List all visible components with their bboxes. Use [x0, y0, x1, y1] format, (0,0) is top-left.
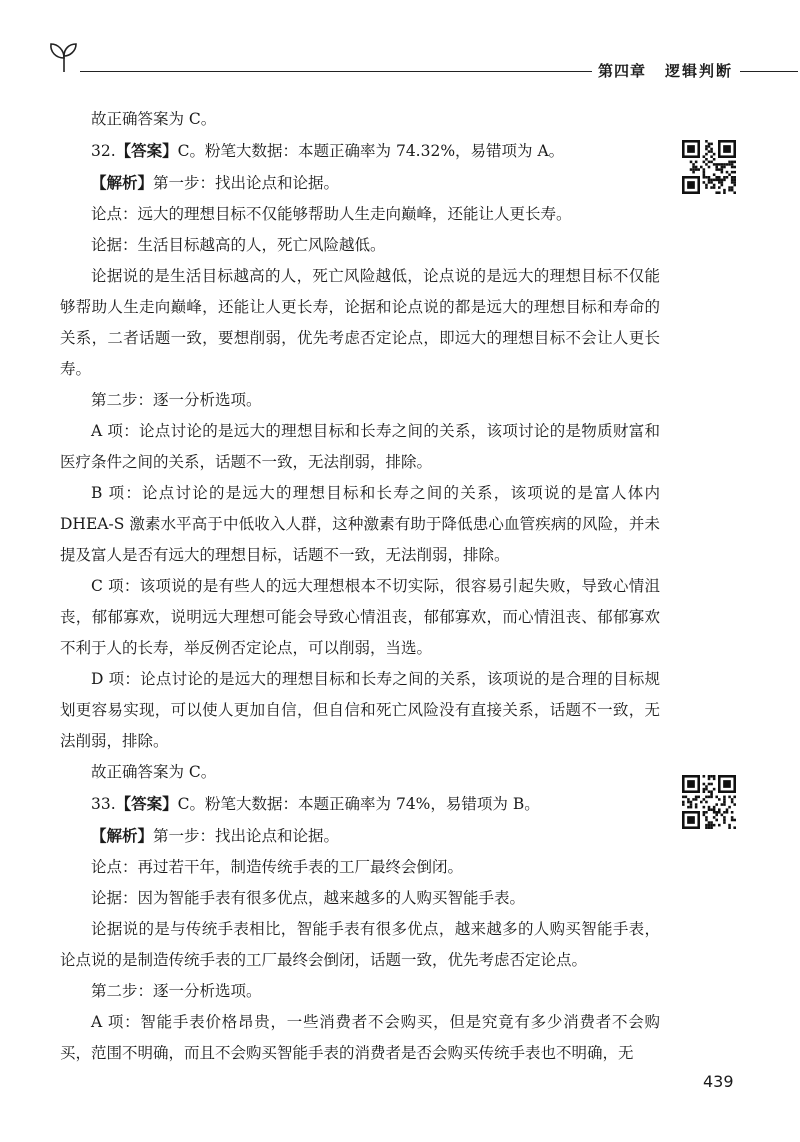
- analysis-line-33: [60, 820, 660, 852]
- analysis-text: 第一步：找出论点和论据。: [153, 827, 340, 845]
- answer-text: C。粉笔大数据：本题正确率为 74.32%，易错项为 A。: [177, 142, 565, 160]
- qr-code-icon[interactable]: [682, 140, 736, 194]
- header-rule-right: [740, 71, 798, 72]
- paragraph: 论据：生活目标越高的人，死亡风险越低。: [91, 236, 386, 254]
- analysis-tag: 【解析】: [91, 826, 154, 845]
- analysis-tag: 【解析】: [91, 173, 154, 192]
- page-header: [0, 0, 800, 90]
- question-number: 32.: [91, 142, 116, 160]
- header-rule: [80, 71, 592, 72]
- paragraph: 第二步：逐一分析选项。: [91, 391, 262, 409]
- page-number: 439: [703, 1072, 734, 1091]
- answer-line-33: [60, 788, 660, 820]
- section-title: 逻辑判断: [665, 62, 734, 80]
- paragraph: 论据说的是生活目标越高的人，死亡风险越低，论点说的是远大的理想目标不仅能够帮助人生走向巅峰，还能让人更长寿，论据和论点说的都是远大的理想目标和寿命的关系，二者话题一致，要想削弱，优先考虑否定论点，即远大的理想目标不会让人更长寿。: [60, 267, 660, 378]
- answer-line-32: [60, 135, 660, 167]
- paragraph: B 项：论点讨论的是远大的理想目标和长寿之间的关系，该项说的是富人体内 DHEA-S 激素水平高于中低收入人群，这种激素有助于降低患心血管疾病的风险，并未提及富人是否有远大的理想目标，话题不一致，无法削弱，排除。: [60, 484, 660, 564]
- paragraph: A 项：智能手表价格昂贵，一些消费者不会购买，但是究竟有多少消费者不会购买，范围不明确，而且不会购买智能手表的消费者是否会购买传统手表也不明确，无: [60, 1013, 660, 1062]
- leaf-sprout-icon: [46, 38, 82, 74]
- paragraph: 论点：再过若干年，制造传统手表的工厂最终会倒闭。: [91, 858, 464, 876]
- paragraph: 论据：因为智能手表有很多优点，越来越多的人购买智能手表。: [91, 889, 526, 907]
- paragraph: D 项：论点讨论的是远大的理想目标和长寿之间的关系，该项说的是合理的目标规划更容易实现，可以使人更加自信，但自信和死亡风险没有直接关系，话题不一致，无法削弱，排除。: [60, 670, 660, 750]
- qr-code-icon[interactable]: [682, 775, 736, 829]
- analysis-line-32: [60, 167, 660, 199]
- paragraph: 第二步：逐一分析选项。: [91, 982, 262, 1000]
- chapter-title: 第四章: [598, 62, 647, 80]
- answer-text: C。粉笔大数据：本题正确率为 74%，易错项为 B。: [177, 795, 540, 813]
- paragraph: A 项：论点讨论的是远大的理想目标和长寿之间的关系，该项讨论的是物质财富和医疗条件之间的关系，话题不一致，无法削弱，排除。: [60, 422, 660, 471]
- paragraph: 故正确答案为 C。: [91, 763, 217, 781]
- analysis-text: 第一步：找出论点和论据。: [153, 174, 340, 192]
- paragraph: 论点：远大的理想目标不仅能够帮助人生走向巅峰，还能让人更长寿。: [91, 205, 572, 223]
- answer-tag: 【答案】: [115, 141, 178, 160]
- question-number: 33.: [91, 795, 116, 813]
- paragraph: 故正确答案为 C。: [91, 110, 217, 128]
- paragraph: 论据说的是与传统手表相比，智能手表有很多优点，越来越多的人购买智能手表，论点说的是制造传统手表的工厂最终会倒闭，话题一致，优先考虑否定论点。: [60, 920, 660, 969]
- paragraph: C 项：该项说的是有些人的远大理想根本不切实际，很容易引起失败，导致心情沮丧，郁郁寡欢，说明远大理想可能会导致心情沮丧，郁郁寡欢，而心情沮丧、郁郁寡欢不利于人的长寿，举反例否定论点，可以削弱，当选。: [60, 577, 660, 657]
- answer-tag: 【答案】: [115, 794, 178, 813]
- page-body: [60, 104, 660, 1069]
